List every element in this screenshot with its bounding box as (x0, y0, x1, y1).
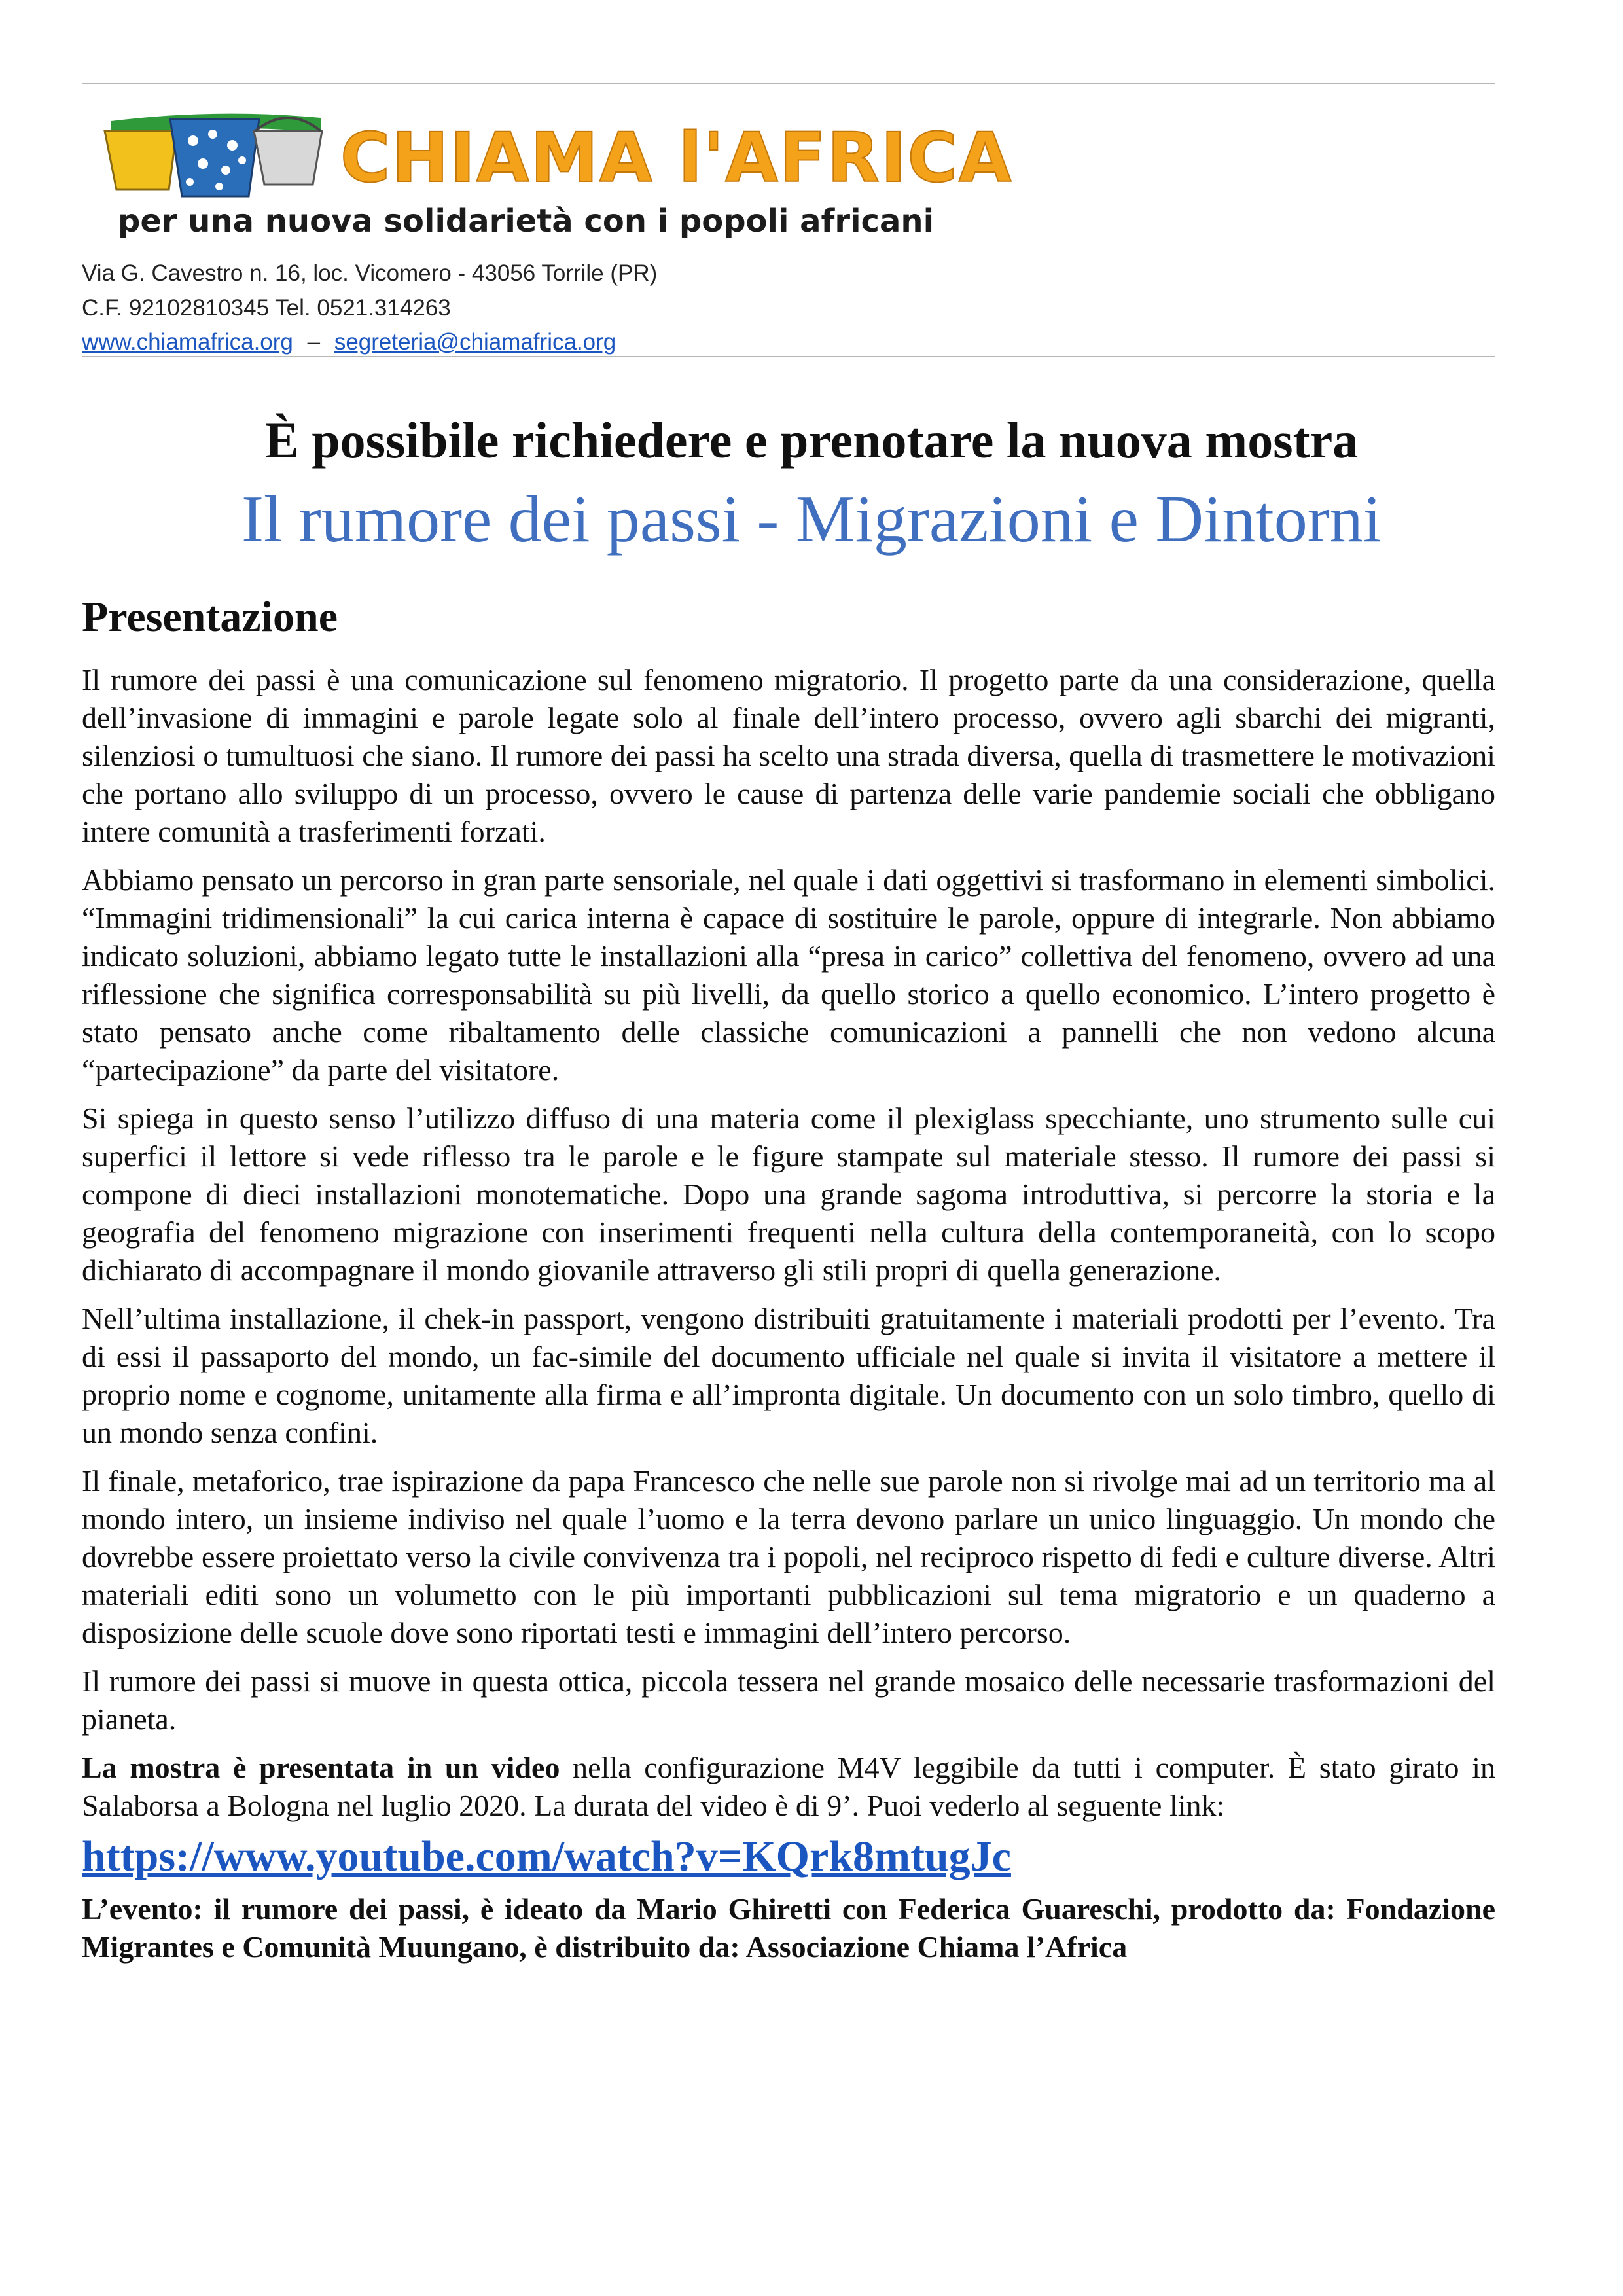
contact-links (82, 331, 616, 353)
announcement-heading: È possibile richiedere e prenotare la nuova mostra (264, 412, 1359, 469)
email-link[interactable]: segreteria@chiamafrica.org (334, 329, 616, 355)
chiama-lafrica-logo (98, 105, 1013, 242)
header-divider (82, 356, 1495, 357)
body-text (82, 661, 1495, 1977)
paragraph: Nell’ultima installazione, il chek-in passport, vengono distribuiti gratuitamente i materiali prodotti per l’evento. Tra di essi il passaporto del mondo, un fac-simile del documento ufficiale nel quale si invita il visitatore a mettere il proprio nome e cognome, unitamente alla firma e all’impronta digitale. Un documento con un solo timbro, quello di un mondo senza confini. (82, 1302, 1495, 1449)
paragraph: Si spiega in questo senso l’utilizzo diffuso di una materia come il plexiglass specchiante, uno strumento sulle cui superfici il lettore si vede riflesso tra le parole e le figure stampate sul materiale stesso. Il rumore dei passi si compone di dieci installazioni monotematiche. Dopo una grande sagoma introduttiva, si percorre la storia e la geografia del fenomeno migrazione con inserimenti frequenti nella cultura della contemporaneità, con lo scopo dichiarato di accompagnare il mondo giovanile attraverso gli stili propri di quella generazione. (82, 1102, 1495, 1287)
buckets-illustration-icon (98, 105, 334, 203)
contact-address: Via G. Cavestro n. 16, loc. Vicomero - 43056 Torrile (PR) (82, 260, 658, 286)
paragraph: Abbiamo pensato un percorso in gran parte sensoriale, nel quale i dati oggettivi si trasformano in elementi simbolici. “Immagini tridimensionali” la cui carica interna è capace di sostituire le parole, oppure di integrarle. Non abbiamo indicato soluzioni, abbiamo legato tutte le installazioni alla “presa in carico” collettiva del fenomeno, ovvero ad una riflessione che significa corresponsabilità su più livelli, da quello storico a quello economico. L’intero progetto è stato pensato anche come ribaltamento delle classiche comunicazioni a pannelli che non vedono alcuna “partecipazione” da parte del visitatore. (82, 863, 1495, 1086)
top-divider (82, 83, 1495, 84)
link-separator: – (307, 329, 321, 355)
youtube-link[interactable]: https://www.youtube.com/watch?v=KQrk8mtugJc (82, 1833, 1011, 1880)
video-lead: La mostra è presentata in un video (82, 1751, 560, 1784)
paragraph: Il rumore dei passi si muove in questa ottica, piccola tessera nel grande mosaico delle necessarie trasformazioni del pianeta. (82, 1664, 1495, 1736)
paragraph: Il finale, metaforico, trae ispirazione da papa Francesco che nelle sue parole non si rivolge mai ad un territorio ma al mondo intero, un insieme indiviso nel quale l’uomo e la terra devono parlare un unico linguaggio. Un mondo che dovrebbe essere proiettato verso la civile convivenza tra i popoli, nel reciproco rispetto di fedi e culture diverse. Altri materiali editi sono un volumetto con le più importanti pubblicazioni sul tema migratorio e un quaderno a disposizione delle scuole dove sono riportati testi e immagini dell’intero percorso. (82, 1464, 1495, 1649)
website-link[interactable]: www.chiamafrica.org (82, 329, 293, 355)
logo-title: CHIAMA l'AFRICA (340, 118, 1013, 198)
exhibition-title: Il rumore dei passi - Migrazioni e Dintorni (241, 482, 1382, 556)
contact-tax-phone: C.F. 92102810345 Tel. 0521.314263 (82, 295, 451, 321)
video-text: nella configurazione M4V leggibile da tutti i computer. È stato girato in Salaborsa a Bologna nel luglio 2020. La durata del video è di 9’. Puoi vederlo al seguente link: (82, 1751, 1495, 1822)
paragraph: Il rumore dei passi è una comunicazione sul fenomeno migratorio. Il progetto parte da una considerazione, quella dell’invasione di immagini e parole legate solo al finale dell’intero processo, ovvero agli sbarchi dei migranti, silenziosi o tumultuosi che siano. Il rumore dei passi ha scelto una strada diversa, quella di trasmettere le motivazioni che portano allo sviluppo di un processo, ovvero le cause di partenza delle varie pandemie sociali che obbligano intere comunità a trasferimenti forzati. (82, 663, 1495, 848)
logo-tagline: per una nuova solidarietà con i popoli africani (118, 203, 935, 240)
section-title: Presentazione (82, 593, 338, 641)
credits-paragraph: L’evento: il rumore dei passi, è ideato da Mario Ghiretti con Federica Guareschi, prodotto da: Fondazione Migrantes e Comunità Muungano, è distribuito da: Associazione Chiama l’Africa (82, 1892, 1495, 1964)
video-paragraph (82, 1749, 1495, 1825)
